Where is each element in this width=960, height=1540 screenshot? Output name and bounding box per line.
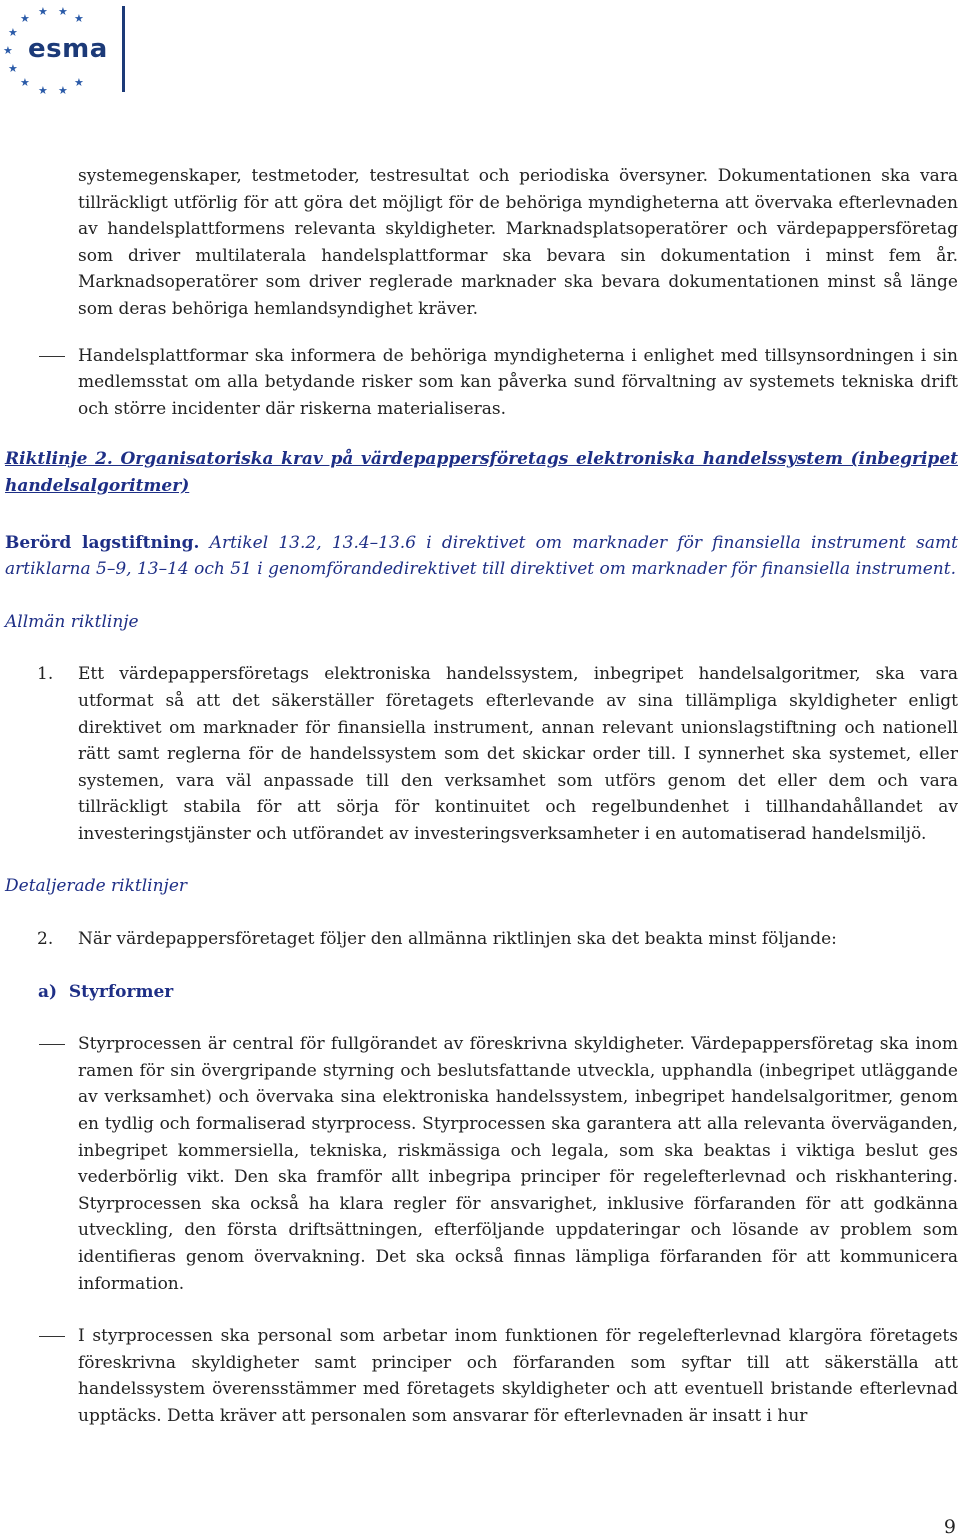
item-number: 2. bbox=[37, 929, 54, 950]
svg-text:★: ★ bbox=[74, 76, 84, 89]
dash-list-item bbox=[5, 1323, 958, 1429]
dash-bullet bbox=[39, 1044, 65, 1045]
dash-list-item bbox=[5, 1031, 958, 1297]
svg-text:★: ★ bbox=[20, 12, 30, 25]
logo-divider bbox=[122, 6, 125, 92]
svg-text:★: ★ bbox=[38, 84, 48, 97]
svg-text:★: ★ bbox=[3, 44, 13, 57]
legislation-paragraph bbox=[5, 530, 958, 583]
legislation-text: Artikel 13.2, 13.4–13.6 i direktivet om marknader för finansiella instrument samt artiklarna 5–9, 13–14 och 51 i genomförandedirektivet till direktivet om marknader för finansiella instrument. bbox=[5, 532, 958, 580]
svg-text:★: ★ bbox=[58, 5, 68, 18]
document-body bbox=[5, 163, 958, 1430]
svg-text:★: ★ bbox=[8, 62, 18, 75]
logo-text: esma bbox=[28, 34, 108, 64]
dash-text: Handelsplattformar ska informera de behöriga myndigheterna i enlighet med tillsynsordningen i sin medlemsstat om alla betydande risker som kan påverka sund förvaltning av systemets tekniska drift och större incidenter där riskerna materialiseras. bbox=[78, 345, 958, 419]
legislation-label: Berörd lagstiftning. bbox=[5, 532, 200, 553]
dash-bullet bbox=[39, 1336, 65, 1337]
dash-text: Styrprocessen är central för fullgörandet av föreskrivna skyldigheter. Värdepappersföretag ska inom ramen för sin övergripande styrning och beslutsfattande utveckla, upphandla (inbegripet utläggande av verksamhet) och övervaka sina elektroniska handelssystem, inbegripet handelsalgoritmer, genom en tydlig och formaliserad styrprocess. Styrprocessen ska garantera att alla relevanta överväganden, inbegripet kommersiella, tekniska, riskmässiga och legala, som ska beaktas i viktiga beslut ges vederbörlig vikt. Den ska framför allt inbegripa principer för regelefterlevnad och riskhantering. Styrprocessen ska också ha klara regler för ansvarighet, inklusive förfaranden för att godkänna utveckling, den första driftsättningen, efterföljande uppdateringar och lösande av problem som identifieras genom övervakning. Det ska också finnas lämpliga förfaranden för att kommunicera information. bbox=[78, 1034, 958, 1294]
numbered-item bbox=[5, 661, 958, 847]
svg-text:★: ★ bbox=[8, 26, 18, 39]
subheading-styrformer: a) Styrformer bbox=[38, 981, 174, 1002]
guideline-title: Riktlinje 2. Organisatoriska krav på värdepappersföretags elektroniska handelssystem (inbegripet handelsalgoritmer) bbox=[5, 449, 958, 496]
item-text: Ett värdepappersföretags elektroniska handelssystem, inbegripet handelsalgoritmer, ska vara utformat så att det säkerställer företagets efterlevande av sina tillämpliga skyldigheter enligt direktivet om marknader för finansiella instrument, annan relevant unionslagstiftning och nationell rätt samt reglerna för de handelssystem som det skickar order till. I synnerhet ska systemet, eller systemen, vara väl anpassade till den verksamhet som utförs genom det eller dem och vara tillräckligt stabila för att sörja för kontinuitet och regelbundenhet i tillhandahållandet av investeringstjänster och utförandet av investeringsverksamheter i en automatiserad handelsmiljö. bbox=[78, 664, 958, 844]
svg-text:★: ★ bbox=[20, 76, 30, 89]
numbered-item bbox=[5, 926, 958, 953]
esma-logo bbox=[0, 0, 130, 100]
dash-list-item bbox=[5, 343, 958, 423]
item-number: 1. bbox=[37, 664, 54, 685]
paragraph: systemegenskaper, testmetoder, testresultat och periodiska översyner. Dokumentationen ska vara tillräckligt utförlig för att göra det möjligt för de behöriga myndigheterna att övervaka efterlevnaden av handelsplattformens relevanta skyldigheter. Marknadsplatsoperatörer och värdepappersföretag som driver multilaterala handelsplattformar ska bevara sin dokumentation i minst fem år. Marknadsoperatörer som driver reglerade marknader ska bevara dokumentationen minst så länge som deras behöriga hemlandsyndighet kräver. bbox=[78, 166, 958, 319]
item-text: När värdepappersföretaget följer den allmänna riktlinjen ska det beakta minst följande: bbox=[78, 929, 837, 950]
page-number: 9 bbox=[943, 1516, 956, 1538]
dash-bullet bbox=[39, 356, 65, 357]
svg-text:★: ★ bbox=[74, 12, 84, 25]
svg-text:★: ★ bbox=[58, 84, 68, 97]
svg-text:★: ★ bbox=[38, 5, 48, 18]
general-guideline-heading: Allmän riktlinje bbox=[5, 611, 139, 632]
detailed-guidelines-heading: Detaljerade riktlinjer bbox=[5, 876, 188, 897]
dash-text: I styrprocessen ska personal som arbetar inom funktionen för regelefterlevnad klargöra företagets föreskrivna skyldigheter samt principer och förfaranden som syftar till att säkerställa att handelssystem överensstämmer med företagets skyldigheter och att eventuell bristande efterlevnad upptäcks. Detta kräver att personalen som ansvarar för efterlevnaden är insatt i hur bbox=[78, 1326, 958, 1426]
